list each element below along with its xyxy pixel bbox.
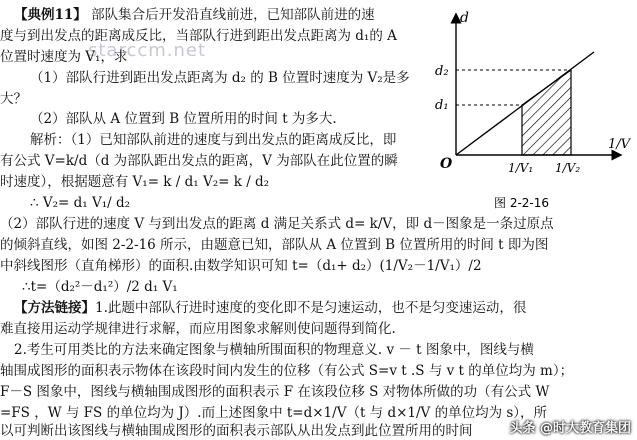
method-line-3: 2.考生可用类比的方法来确定图象与横轴所围面积的物理意义. v － t 图象中，图线与横: [14, 342, 534, 358]
method-line-5: F－S 图象中，图线与横轴围成图形的面积表示 F 在该段位移 S 对物体所做的功（有公式 W: [0, 384, 550, 400]
solution-line-5: （2）部队行进的速度 V 与到出发点的距离 d 满足关系式 d= k/V，即 d－图象是一条过原点: [0, 216, 554, 232]
attribution: 头条 @时大教育集团: [509, 421, 631, 436]
x-axis-label: 1/V: [608, 137, 631, 152]
figure-2-2-16: [430, 0, 637, 218]
question-2: （2）部队从 A 位置到 B 位置所用的时间 t 为多大.: [30, 111, 337, 127]
solution-line-4: ∴ V₂= d₁ V₁/ d₂: [30, 195, 131, 211]
problem-line-1: 【典例11】 部队集合后开发沿直线前进，已知部队前进的速: [14, 7, 375, 23]
method-line-7: 以可判断出该图线与横轴围成图形的面积表示部队从出发点到此位置所用的时间: [0, 423, 473, 439]
method-line-6: =FS ，W 与 FS 的单位均为 J）.而上述图象中 t=d×1/V（t 与 d×1/V 的单位均为 s），所: [0, 405, 548, 421]
method-line-4: 轴围成图形的面积表示物体在该段时间内发生的位移（有公式 S=v t .S 与 v t 的单位均为 m）；: [0, 363, 574, 379]
example-tag: 【典例11】: [14, 7, 87, 23]
solution-line-7: 中斜线图形（直角梯形）的面积.由数学知识可知 t=（d₁+ d₂）(1/V₂－1/V₁）/2: [0, 258, 482, 274]
solution-line-2: 有公式 V=k/d（d 为部队距出发点的距离，V 为部队在此位置的瞬: [0, 153, 398, 169]
x2-label: 1/V₂: [555, 161, 581, 175]
solution-line-3: 时速度），根据题意有 V₁= k / d₁ V₂= k / d₂: [0, 174, 270, 190]
solution-line-8: ∴t=（d₂²－d₁²）/2 d₁ V₁: [22, 279, 178, 295]
x1-label: 1/V₁: [508, 161, 534, 175]
y-axis-label: d: [460, 10, 469, 26]
solution-line-1: 解析：（1）已知部队前进的速度与到出发点的距离成反比，即: [30, 132, 397, 148]
question-1b: 大？: [0, 91, 27, 107]
d1-label: d₁: [435, 98, 449, 113]
solution-line-6: 的倾斜直线，如图 2-2-16 所示，由题意已知，部队从 A 位置到 B 位置所用的时间 t 即为图: [0, 237, 549, 253]
method-line-2: 难直接用运动学规律进行求解，而应用图象求解则使问题得到简化.: [0, 321, 396, 337]
origin-label: O: [440, 156, 453, 172]
hatched-trapezoid: [522, 70, 571, 155]
method-tag: 【方法链接】: [14, 300, 95, 316]
method-line-1: 【方法链接】1.此题中部队行进时速度的变化即不是匀速运动，也不是匀变速运动，很: [14, 300, 527, 316]
problem-line-3: 位置时速度为 V₁，求: [0, 49, 128, 65]
question-1a: （1）部队行进到距出发点距离为 d₂ 的 B 位置时速度为 V₂是多: [30, 70, 410, 86]
figure-caption: 图 2-2-16: [494, 196, 550, 210]
problem-line-2: 度与到出发点的距离成反比，当部队行进到距出发点距离为 d₁的 A: [0, 28, 397, 44]
watermark: starccm.net: [88, 40, 207, 61]
d2-label: d₂: [435, 64, 449, 79]
